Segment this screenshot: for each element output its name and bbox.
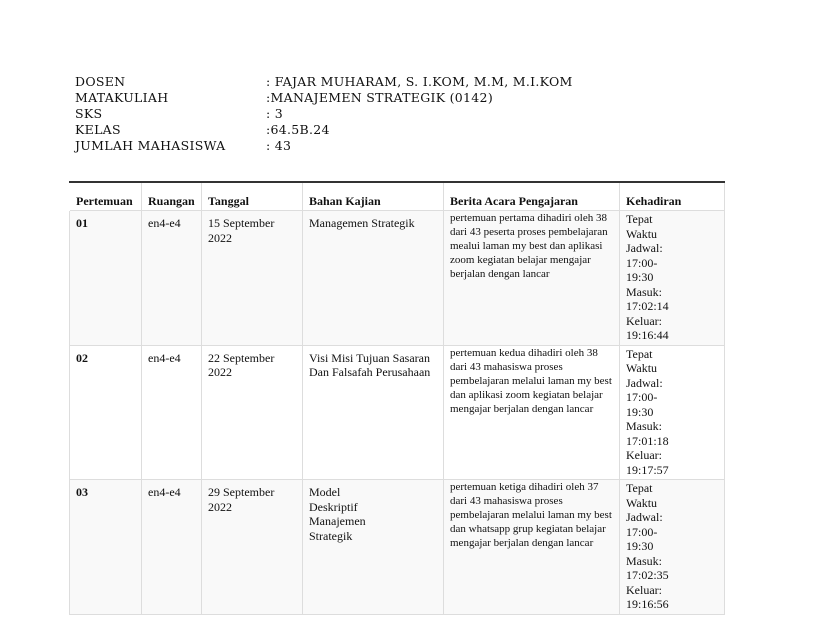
table-header-row (70, 182, 725, 211)
kehadiran-jadwal-label: Jadwal: (626, 375, 663, 390)
info-row-kelas (75, 122, 573, 138)
cell-ruangan: en4-e4 (142, 480, 202, 615)
table-row (70, 480, 725, 615)
kehadiran-keluar-time: 19:16:44 (626, 328, 669, 342)
kehadiran-jadwal-label: Jadwal: (626, 241, 663, 255)
cell-bahan-kajian: Model Deskriptif Manajemen Strategik (303, 480, 444, 615)
kehadiran-status: Waktu (626, 226, 658, 241)
cell-ruangan: en4-e4 (142, 211, 202, 346)
cell-berita-acara: pertemuan ketiga dihadiri oleh 37 dari 43 mahasiswa proses pembelajaran melalui laman my best dan whatsapp grup kegiatan belajar mengajar berjalan dengan lancar (444, 480, 620, 615)
course-info (75, 74, 573, 154)
kehadiran-keluar-label: Keluar: (626, 448, 662, 462)
kehadiran-jadwal-start: 17:00- (626, 524, 658, 539)
info-value: : 3 (266, 106, 284, 121)
info-row-dosen (75, 74, 573, 90)
kehadiran-jadwal-end: 19:30 (626, 270, 654, 284)
info-value: : FAJAR MUHARAM, S. I.KOM, M.M, M.I.KOM (266, 74, 573, 89)
cell-pertemuan: 02 (70, 345, 142, 480)
info-label: KELAS (75, 122, 121, 137)
kehadiran-keluar-label: Keluar: (626, 313, 662, 328)
info-value: :64.5B.24 (266, 122, 330, 137)
cell-tanggal: 22 September 2022 (202, 345, 303, 480)
info-label: DOSEN (75, 74, 126, 89)
kehadiran-status: Waktu (626, 495, 658, 510)
kehadiran-masuk-label: Masuk: (626, 284, 662, 299)
cell-tanggal: 15 September 2022 (202, 211, 303, 346)
cell-tanggal: 29 September 2022 (202, 480, 303, 615)
kehadiran-jadwal-start: 17:00- (626, 255, 658, 270)
kehadiran-keluar-time: 19:17:57 (626, 462, 669, 477)
info-row-matakuliah (75, 90, 573, 106)
kehadiran-masuk-time: 17:01:18 (626, 433, 669, 448)
column-header-kehadiran: Kehadiran (620, 182, 725, 211)
attendance-table (69, 181, 725, 615)
kehadiran-masuk-label: Masuk: (626, 553, 662, 568)
kehadiran-jadwal-label: Jadwal: (626, 510, 663, 524)
cell-berita-acara: pertemuan kedua dihadiri oleh 38 dari 43 mahasiswa proses pembelajaran melalui laman my best dan aplikasi zoom kegiatan belajar mengajar berjalan dengan lancar (444, 345, 620, 480)
table-row (70, 211, 725, 346)
kehadiran-status: Tepat (626, 212, 653, 226)
attendance-table-wrapper (69, 181, 724, 615)
kehadiran-keluar-time: 19:16:56 (626, 597, 669, 611)
column-header-ruangan: Ruangan (142, 182, 202, 211)
cell-bahan-kajian: Managemen Strategik (303, 211, 444, 346)
kehadiran-masuk-time: 17:02:35 (626, 568, 669, 582)
kehadiran-status: Tepat (626, 481, 653, 495)
column-header-tanggal: Tanggal (202, 182, 303, 211)
cell-kehadiran (620, 345, 725, 480)
cell-pertemuan: 01 (70, 211, 142, 346)
cell-ruangan: en4-e4 (142, 345, 202, 480)
cell-kehadiran (620, 211, 725, 346)
info-row-jumlah-mahasiswa (75, 138, 573, 154)
kehadiran-status: Waktu (626, 361, 658, 375)
cell-kehadiran (620, 480, 725, 615)
info-row-sks (75, 106, 573, 122)
info-label: JUMLAH MAHASISWA (75, 138, 226, 153)
cell-berita-acara: pertemuan pertama dihadiri oleh 38 dari 43 peserta proses pembelajaran mealui laman my best dan aplikasi zoom kegiatan belajar mengajar berjalan dengan lancar (444, 211, 620, 346)
table-row (70, 345, 725, 480)
column-header-pertemuan: Pertemuan (70, 182, 142, 211)
info-value: : 43 (266, 138, 292, 153)
info-label: SKS (75, 106, 103, 121)
kehadiran-keluar-label: Keluar: (626, 582, 662, 597)
kehadiran-status: Tepat (626, 346, 653, 361)
info-value: :MANAJEMEN STRATEGIK (0142) (266, 90, 493, 105)
kehadiran-jadwal-end: 19:30 (626, 404, 654, 419)
info-label: MATAKULIAH (75, 90, 169, 105)
kehadiran-masuk-label: Masuk: (626, 419, 662, 433)
column-header-bahan-kajian: Bahan Kajian (303, 182, 444, 211)
kehadiran-masuk-time: 17:02:14 (626, 299, 669, 313)
kehadiran-jadwal-end: 19:30 (626, 539, 654, 553)
kehadiran-jadwal-start: 17:00- (626, 390, 658, 404)
column-header-berita-acara: Berita Acara Pengajaran (444, 182, 620, 211)
cell-pertemuan: 03 (70, 480, 142, 615)
cell-bahan-kajian: Visi Misi Tujuan Sasaran Dan Falsafah Perusahaan (303, 345, 444, 480)
